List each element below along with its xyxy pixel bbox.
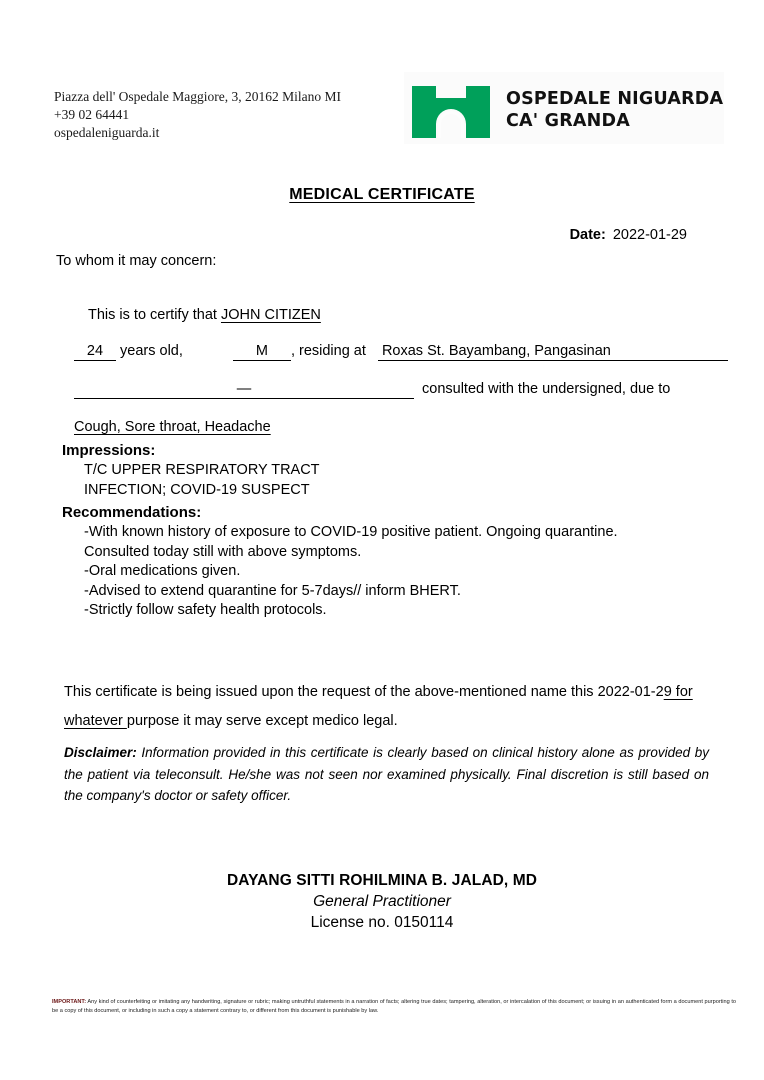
impression-line: INFECTION; COVID-19 SUSPECT [84,481,310,498]
date-value: 2022-01-29 [612,227,687,243]
address-line-2: +39 02 64441 [54,107,130,122]
certificate-body [56,253,728,435]
date-field [570,227,687,243]
hospital-name [506,89,723,132]
disclaimer-paragraph [64,742,709,807]
recommendations-body [62,523,732,621]
issuance-part-1: This certificate is being issued upon the request of the above-mentioned name this 2022-01-2 [64,684,664,700]
clinical-sections [62,442,732,621]
recommendation-line: -Oral medications given. [84,563,241,579]
consultation-row [56,381,728,399]
doctor-license: License no. 0150114 [310,914,454,931]
issuance-underlined: 9 for whatever [64,684,693,729]
symptoms-value: Cough, Sore throat, Headache [74,419,271,435]
footer-text: Any kind of counterfeiting or imitating any handwriting, signature or rubric; making untruthful statements in a narration of facts; altering true dates; tampering, alteration, or intercalation of this document; or issuing in an authenticated form a document purporting to be a copy of this document, or including in such a copy a statement contrary to, or different from this document is punishable by law. [52,999,736,1014]
salutation: To whom it may concern: [56,253,217,269]
doctor-name: DAYANG SITTI ROHILMINA B. JALAD, MD [226,872,538,889]
recommendation-line: -With known history of exposure to COVID-19 positive patient. Ongoing quarantine. [84,524,618,540]
address-line-3: ospedaleniguarda.it [54,125,160,140]
disclaimer-label: Disclaimer: [64,745,137,760]
certify-prefix: This is to certify that [88,307,217,323]
clinic-address [54,88,341,142]
residing-label: , residing at [290,343,366,359]
age-sex-address-row [56,343,728,361]
consulted-label: consulted with the undersigned, due to [422,381,671,397]
certify-line [56,307,728,323]
symptoms-row [56,419,728,435]
blank-field: — [74,381,414,399]
recommendation-line: -Advised to extend quarantine for 5-7days// inform BHERT. [84,582,461,599]
document-header [0,78,764,148]
sex-value: M [233,343,291,361]
hospital-h-logo-icon [412,86,490,138]
legal-footer [52,998,736,1015]
date-label: Date: [569,227,606,243]
page-title-text: MEDICAL CERTIFICATE [289,186,475,203]
age-value: 24 [74,343,116,361]
recommendation-line: Consulted today still with above symptoms. [84,543,362,560]
issuance-paragraph [64,678,714,736]
doctor-role: General Practitioner [313,893,451,910]
hospital-name-line-2: CA' GRANDA [506,110,630,131]
impressions-body [62,461,732,500]
address-value: Roxas St. Bayambang, Pangasinan [378,343,728,361]
disclaimer-text: Information provided in this certificate is clearly based on clinical history alone as provided by the patient via teleconsult. He/she was not seen nor examined physically. Final discretion is still based on the company's doctor or safety officer. [64,745,709,803]
footer-label: IMPORTANT: [52,999,87,1005]
patient-name: JOHN CITIZEN [220,307,321,323]
recommendation-line: -Strictly follow safety health protocols. [84,602,327,618]
address-line-1: Piazza dell' Ospedale Maggiore, 3, 20162 Milano MI [54,89,341,104]
impressions-heading: Impressions: [62,442,156,459]
age-suffix-label: years old, [120,343,183,359]
issuance-part-2: purpose it may serve except medico legal. [126,713,398,729]
signature-block [0,872,764,932]
recommendations-heading: Recommendations: [62,504,202,521]
page-title [0,186,764,204]
impression-line: T/C UPPER RESPIRATORY TRACT [84,462,320,478]
hospital-name-line-1: OSPEDALE NIGUARDA [506,89,724,109]
